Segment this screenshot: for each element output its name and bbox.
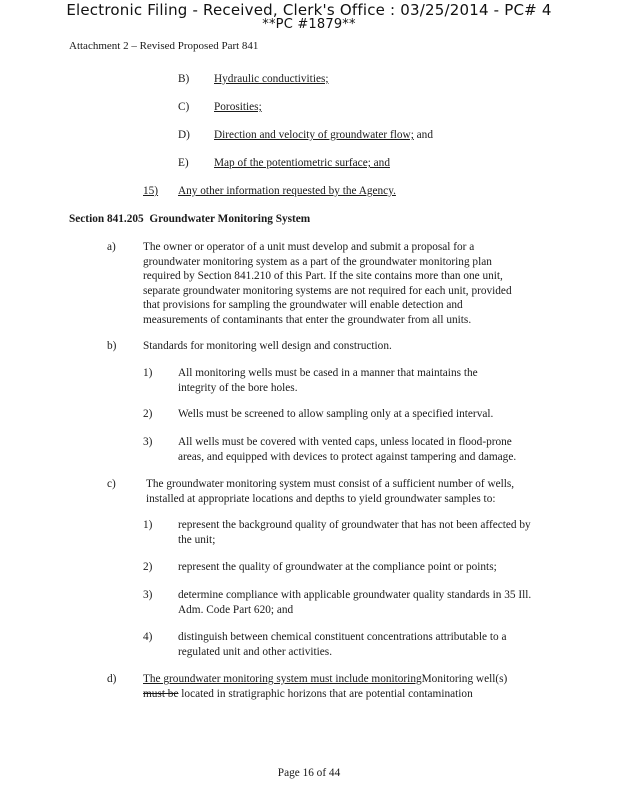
subsection-c-text: The groundwater monitoring system must consist of a sufficient number of wells, installed at appropriate locations and depths to yield groundwater samples to: [146, 478, 515, 505]
list-marker: 1) [143, 367, 153, 379]
list-marker: 1) [143, 519, 153, 531]
list-marker: 2) [143, 408, 153, 420]
list-item: Map of the potentiometric surface; and [214, 157, 390, 169]
subsection-a-text: The owner or operator of a unit must develop and submit a proposal for a groundwater monitoring system as a part of the groundwater monitoring plan required by Section 841.210 of this Part. If the site contains more than one unit, separate groundwater monitoring systems are not required for each unit, provided that provisions for sampling the groundwater will enable detection and measurements of contaminants that enter the groundwater from all units. [143, 241, 512, 326]
subsection-c-marker: c) [107, 478, 116, 490]
list-item-text: Direction and velocity of groundwater flow; [214, 129, 414, 141]
list-marker: 3) [143, 436, 153, 448]
subsection-d-text [143, 672, 543, 701]
item-15-marker: 15) [143, 185, 159, 197]
subsection-a-marker: a) [107, 241, 116, 253]
list-item-tail: and [413, 129, 433, 141]
subsection-d-rest: Monitoring well(s) [421, 673, 508, 685]
subsection-b-text: Standards for monitoring well design and construction. [143, 340, 392, 352]
pc-number-stamp: **PC #1879** [262, 17, 356, 32]
list-marker: D) [178, 129, 190, 141]
list-marker: 2) [143, 561, 153, 573]
filing-stamp: Electronic Filing - Received, Clerk's Office : 03/25/2014 - PC# 4 [66, 1, 552, 19]
section-title: Groundwater Monitoring System [149, 213, 311, 225]
subsection-d-line2: located in stratigraphic horizons that are potential contamination [178, 687, 473, 700]
struck-text: must be [143, 687, 179, 700]
section-number: Section 841.205 [69, 213, 144, 225]
list-item: represent the quality of groundwater at the compliance point or points; [178, 561, 497, 573]
section-heading [69, 212, 310, 227]
list-marker: 3) [143, 589, 153, 601]
list-marker: 4) [143, 631, 153, 643]
item-15-text: Any other information requested by the Agency. [178, 185, 396, 197]
list-item: All wells must be covered with vented caps, unless located in flood-prone areas, and equipped with devices to protect against tampering and damage. [178, 436, 517, 463]
list-marker: C) [178, 101, 190, 113]
subsection-d-marker: d) [107, 673, 117, 685]
list-item: Porosities; [214, 101, 262, 113]
list-item: determine compliance with applicable groundwater quality standards in 35 Ill. Adm. Code Part 620; and [178, 589, 532, 616]
list-item: represent the background quality of groundwater that has not been affected by the unit; [178, 519, 531, 546]
page-number: Page 16 of 44 [277, 767, 341, 779]
subsection-b-marker: b) [107, 340, 117, 352]
list-item [214, 128, 433, 143]
list-marker: E) [178, 157, 189, 169]
list-item: All monitoring wells must be cased in a manner that maintains the integrity of the bore holes. [178, 367, 478, 394]
list-marker: B) [178, 73, 190, 85]
list-item: Wells must be screened to allow sampling only at a specified interval. [178, 408, 494, 420]
inserted-text: The groundwater monitoring system must include monitoring [143, 673, 422, 685]
list-item: Hydraulic conductivities; [214, 73, 329, 85]
list-item: distinguish between chemical constituent concentrations attributable to a regulated unit and other activities. [178, 631, 507, 658]
attachment-header: Attachment 2 – Revised Proposed Part 841 [69, 40, 259, 52]
